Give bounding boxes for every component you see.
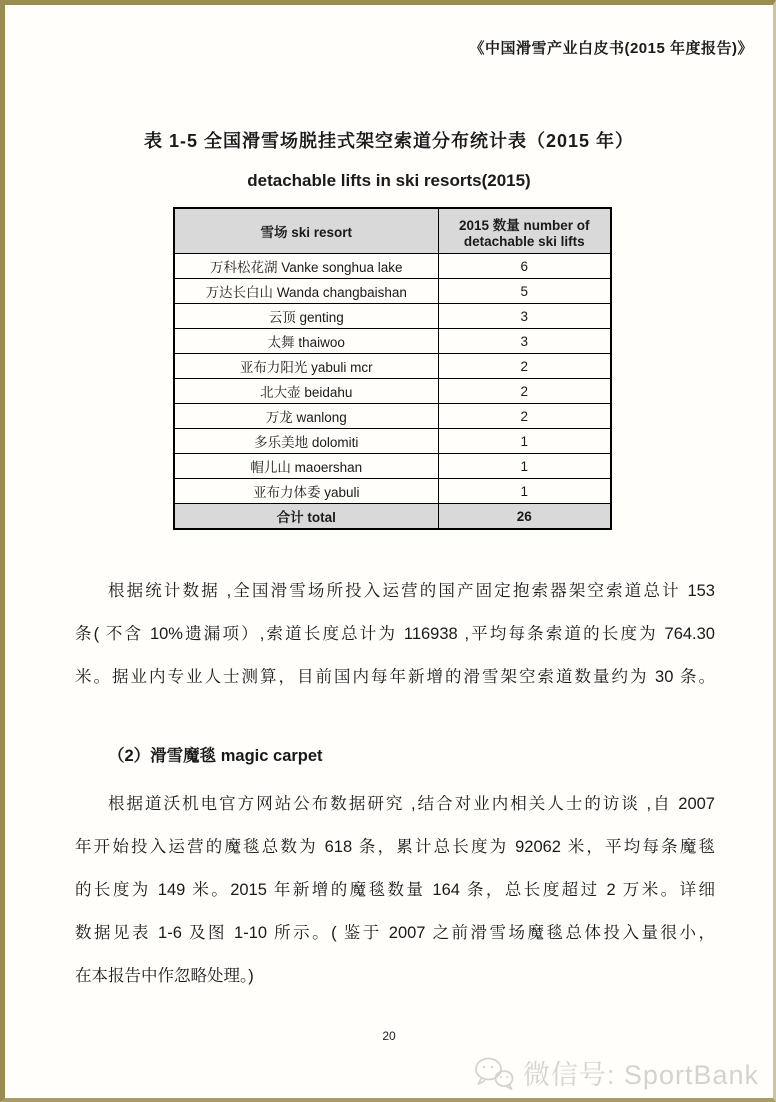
text-line: 根据统计数据 ,全国滑雪场所投入运营的国产固定抱索器架空索道总计 153 [108,582,715,600]
text-line: 年开始投入运营的魔毯总数为 618 条，累计总长度为 92062 米，平均每条魔毯 [75,838,715,856]
resort-cell: 太舞 thaiwoo [174,329,438,354]
table-row [174,304,611,329]
count-cell: 1 [438,479,611,504]
resort-cell: 多乐美地 dolomiti [174,429,438,454]
table-row [174,454,611,479]
section-heading-magic-carpet: （2）滑雪魔毯 magic carpet [108,747,323,765]
table-row [174,404,611,429]
total-value-cell: 26 [438,504,611,530]
table-row [174,354,611,379]
count-cell: 3 [438,329,611,354]
table-row [174,479,611,504]
text-line: 根据道沃机电官方网站公布数据研究 ,结合对业内相关人士的访谈 ,自 2007 [108,795,715,813]
count-cell: 2 [438,404,611,429]
report-header: 《中国滑雪产业白皮书(2015 年度报告)》 [469,40,753,57]
count-column-header [438,208,611,254]
lifts-table [173,207,612,530]
table-row [174,379,611,404]
paragraph-1 [75,570,715,699]
table-total-row [174,504,611,530]
table-row [174,429,611,454]
text-line: 的长度为 149 米。2015 年新增的魔毯数量 164 条，总长度超过 2 万米。详细 [75,881,715,899]
table-title-en: detachable lifts in ski resorts(2015) [247,171,531,190]
wechat-icon [474,1056,514,1090]
resort-cell: 万龙 wanlong [174,404,438,429]
watermark [474,1053,759,1092]
table-title-cn: 表 1-5 全国滑雪场脱挂式架空索道分布统计表（2015 年） [143,131,635,151]
total-label-cell: 合计 total [174,504,438,530]
resort-cell: 亚布力阳光 yabuli mcr [174,354,438,379]
resort-cell: 帽儿山 maoershan [174,454,438,479]
watermark-text: 微信号: SportBank [522,1060,759,1090]
count-cell: 1 [438,429,611,454]
text-line: 数据见表 1-6 及图 1-10 所示。( 鉴于 2007 之前滑雪场魔毯总体投入量很小， [75,924,715,942]
resort-column-header: 雪场 ski resort [174,208,438,254]
count-cell: 2 [438,354,611,379]
count-header-line1: 2015 数量 number of [458,217,590,233]
text-line: 在本报告中作忽略处理。) [75,967,254,985]
page-number: 20 [382,1029,396,1043]
count-cell: 2 [438,379,611,404]
text-line: 米。据业内专业人士测算，目前国内每年新增的滑雪架空索道数量约为 30 条。 [75,668,715,686]
resort-cell: 北大壶 beidahu [174,379,438,404]
table-row [174,254,611,279]
resort-cell: 云顶 genting [174,304,438,329]
count-header-line2: detachable ski lifts [463,233,585,249]
count-cell: 3 [438,304,611,329]
table-row [174,279,611,304]
resort-cell: 亚布力体委 yabuli [174,479,438,504]
table-row [174,329,611,354]
resort-cell: 万科松花湖 Vanke songhua lake [174,254,438,279]
table-header-row [174,208,611,254]
resort-cell: 万达长白山 Wanda changbaishan [174,279,438,304]
count-cell: 1 [438,454,611,479]
paragraph-2 [75,783,715,998]
count-cell: 5 [438,279,611,304]
text-line: 条( 不含 10%遗漏项）,索道长度总计为 116938 ,平均每条索道的长度为 764.30 [75,625,715,643]
count-cell: 6 [438,254,611,279]
